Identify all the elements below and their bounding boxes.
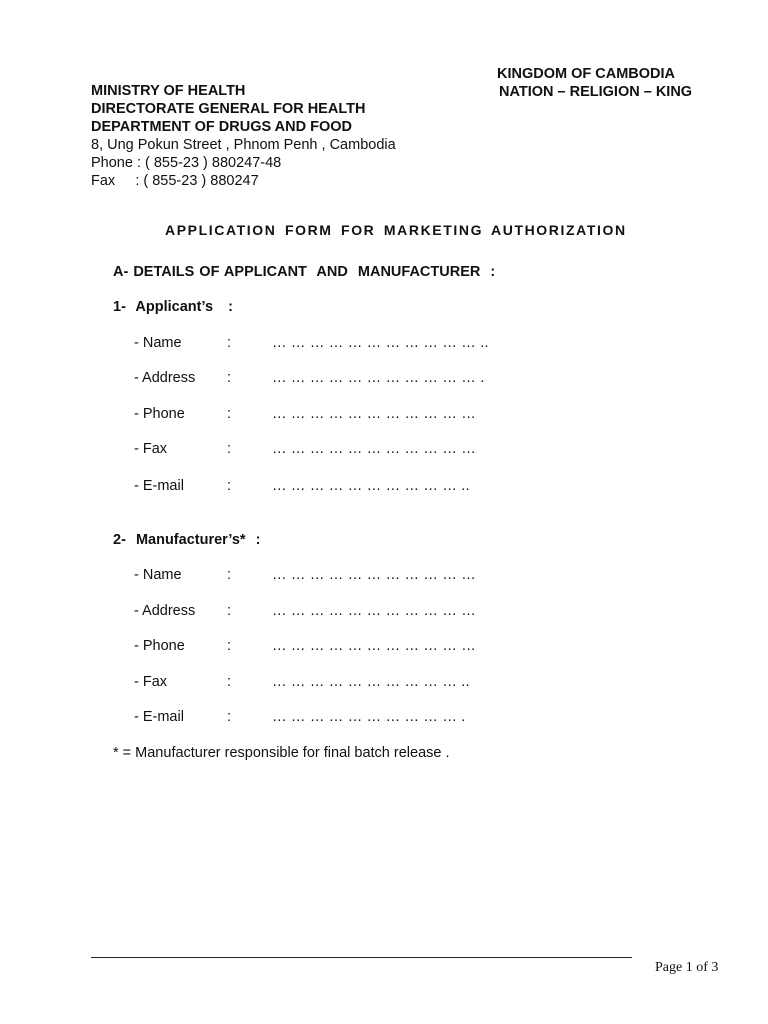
applicant-name-field[interactable]: … … … … … … … … … … … .. — [272, 335, 489, 351]
field-label: - Phone — [134, 406, 185, 422]
field-label: - Fax — [134, 441, 168, 457]
manufacturer-heading: 2- Manufacturer’s* : — [113, 532, 261, 548]
field-colon: : — [227, 674, 232, 690]
field-colon: : — [227, 335, 232, 351]
field-label: - E-mail — [134, 478, 184, 494]
field-colon: : — [227, 406, 232, 422]
fax-line: Fax : ( 855-23 ) 880247 — [91, 173, 259, 189]
address-line: 8, Ung Pokun Street , Phnom Penh , Cambodia — [91, 137, 396, 153]
applicant-heading: 1- Applicant’s : — [113, 299, 233, 315]
manufacturer-phone-field[interactable]: … … … … … … … … … … … — [272, 638, 476, 654]
field-label: - Name — [134, 335, 182, 351]
field-colon: : — [227, 478, 232, 494]
field-colon: : — [227, 370, 232, 386]
field-label: - E-mail — [134, 709, 184, 725]
footer-divider — [91, 957, 632, 958]
kingdom-heading: KINGDOM OF CAMBODIA — [497, 66, 676, 82]
section-a-heading: A- DETAILS OF APPLICANT AND MANUFACTURER : — [113, 264, 496, 280]
field-colon: : — [227, 709, 232, 725]
field-colon: : — [227, 638, 232, 654]
field-label: - Address — [134, 370, 196, 386]
applicant-fax-field[interactable]: … … … … … … … … … … … — [272, 441, 476, 457]
manufacturer-address-field[interactable]: … … … … … … … … … … … — [272, 603, 476, 619]
applicant-email-field[interactable]: … … … … … … … … … … .. — [272, 478, 470, 494]
manufacturer-email-field[interactable]: … … … … … … … … … … . — [272, 709, 466, 725]
ministry-heading: MINISTRY OF HEALTH — [91, 83, 246, 99]
applicant-address-field[interactable]: … … … … … … … … … … … . — [272, 370, 485, 386]
field-label: - Name — [134, 567, 182, 583]
field-label: - Phone — [134, 638, 185, 654]
applicant-phone-field[interactable]: … … … … … … … … … … … — [272, 406, 476, 422]
phone-line: Phone : ( 855-23 ) 880247-48 — [91, 155, 282, 171]
manufacturer-fax-field[interactable]: … … … … … … … … … … .. — [272, 674, 470, 690]
page-number: Page 1 of 3 — [655, 960, 719, 975]
manufacturer-name-field[interactable]: … … … … … … … … … … … — [272, 567, 476, 583]
field-label: - Address — [134, 603, 196, 619]
field-colon: : — [227, 603, 232, 619]
directorate-heading: DIRECTORATE GENERAL FOR HEALTH — [91, 101, 366, 117]
department-heading: DEPARTMENT OF DRUGS AND FOOD — [91, 119, 352, 135]
field-colon: : — [227, 441, 232, 457]
field-colon: : — [227, 567, 232, 583]
field-label: - Fax — [134, 674, 168, 690]
motto-heading: NATION – RELIGION – KING — [499, 84, 693, 100]
footnote: * = Manufacturer responsible for final batch release . — [113, 745, 450, 761]
form-title: APPLICATION FORM FOR MARKETING AUTHORIZATION — [165, 222, 627, 238]
